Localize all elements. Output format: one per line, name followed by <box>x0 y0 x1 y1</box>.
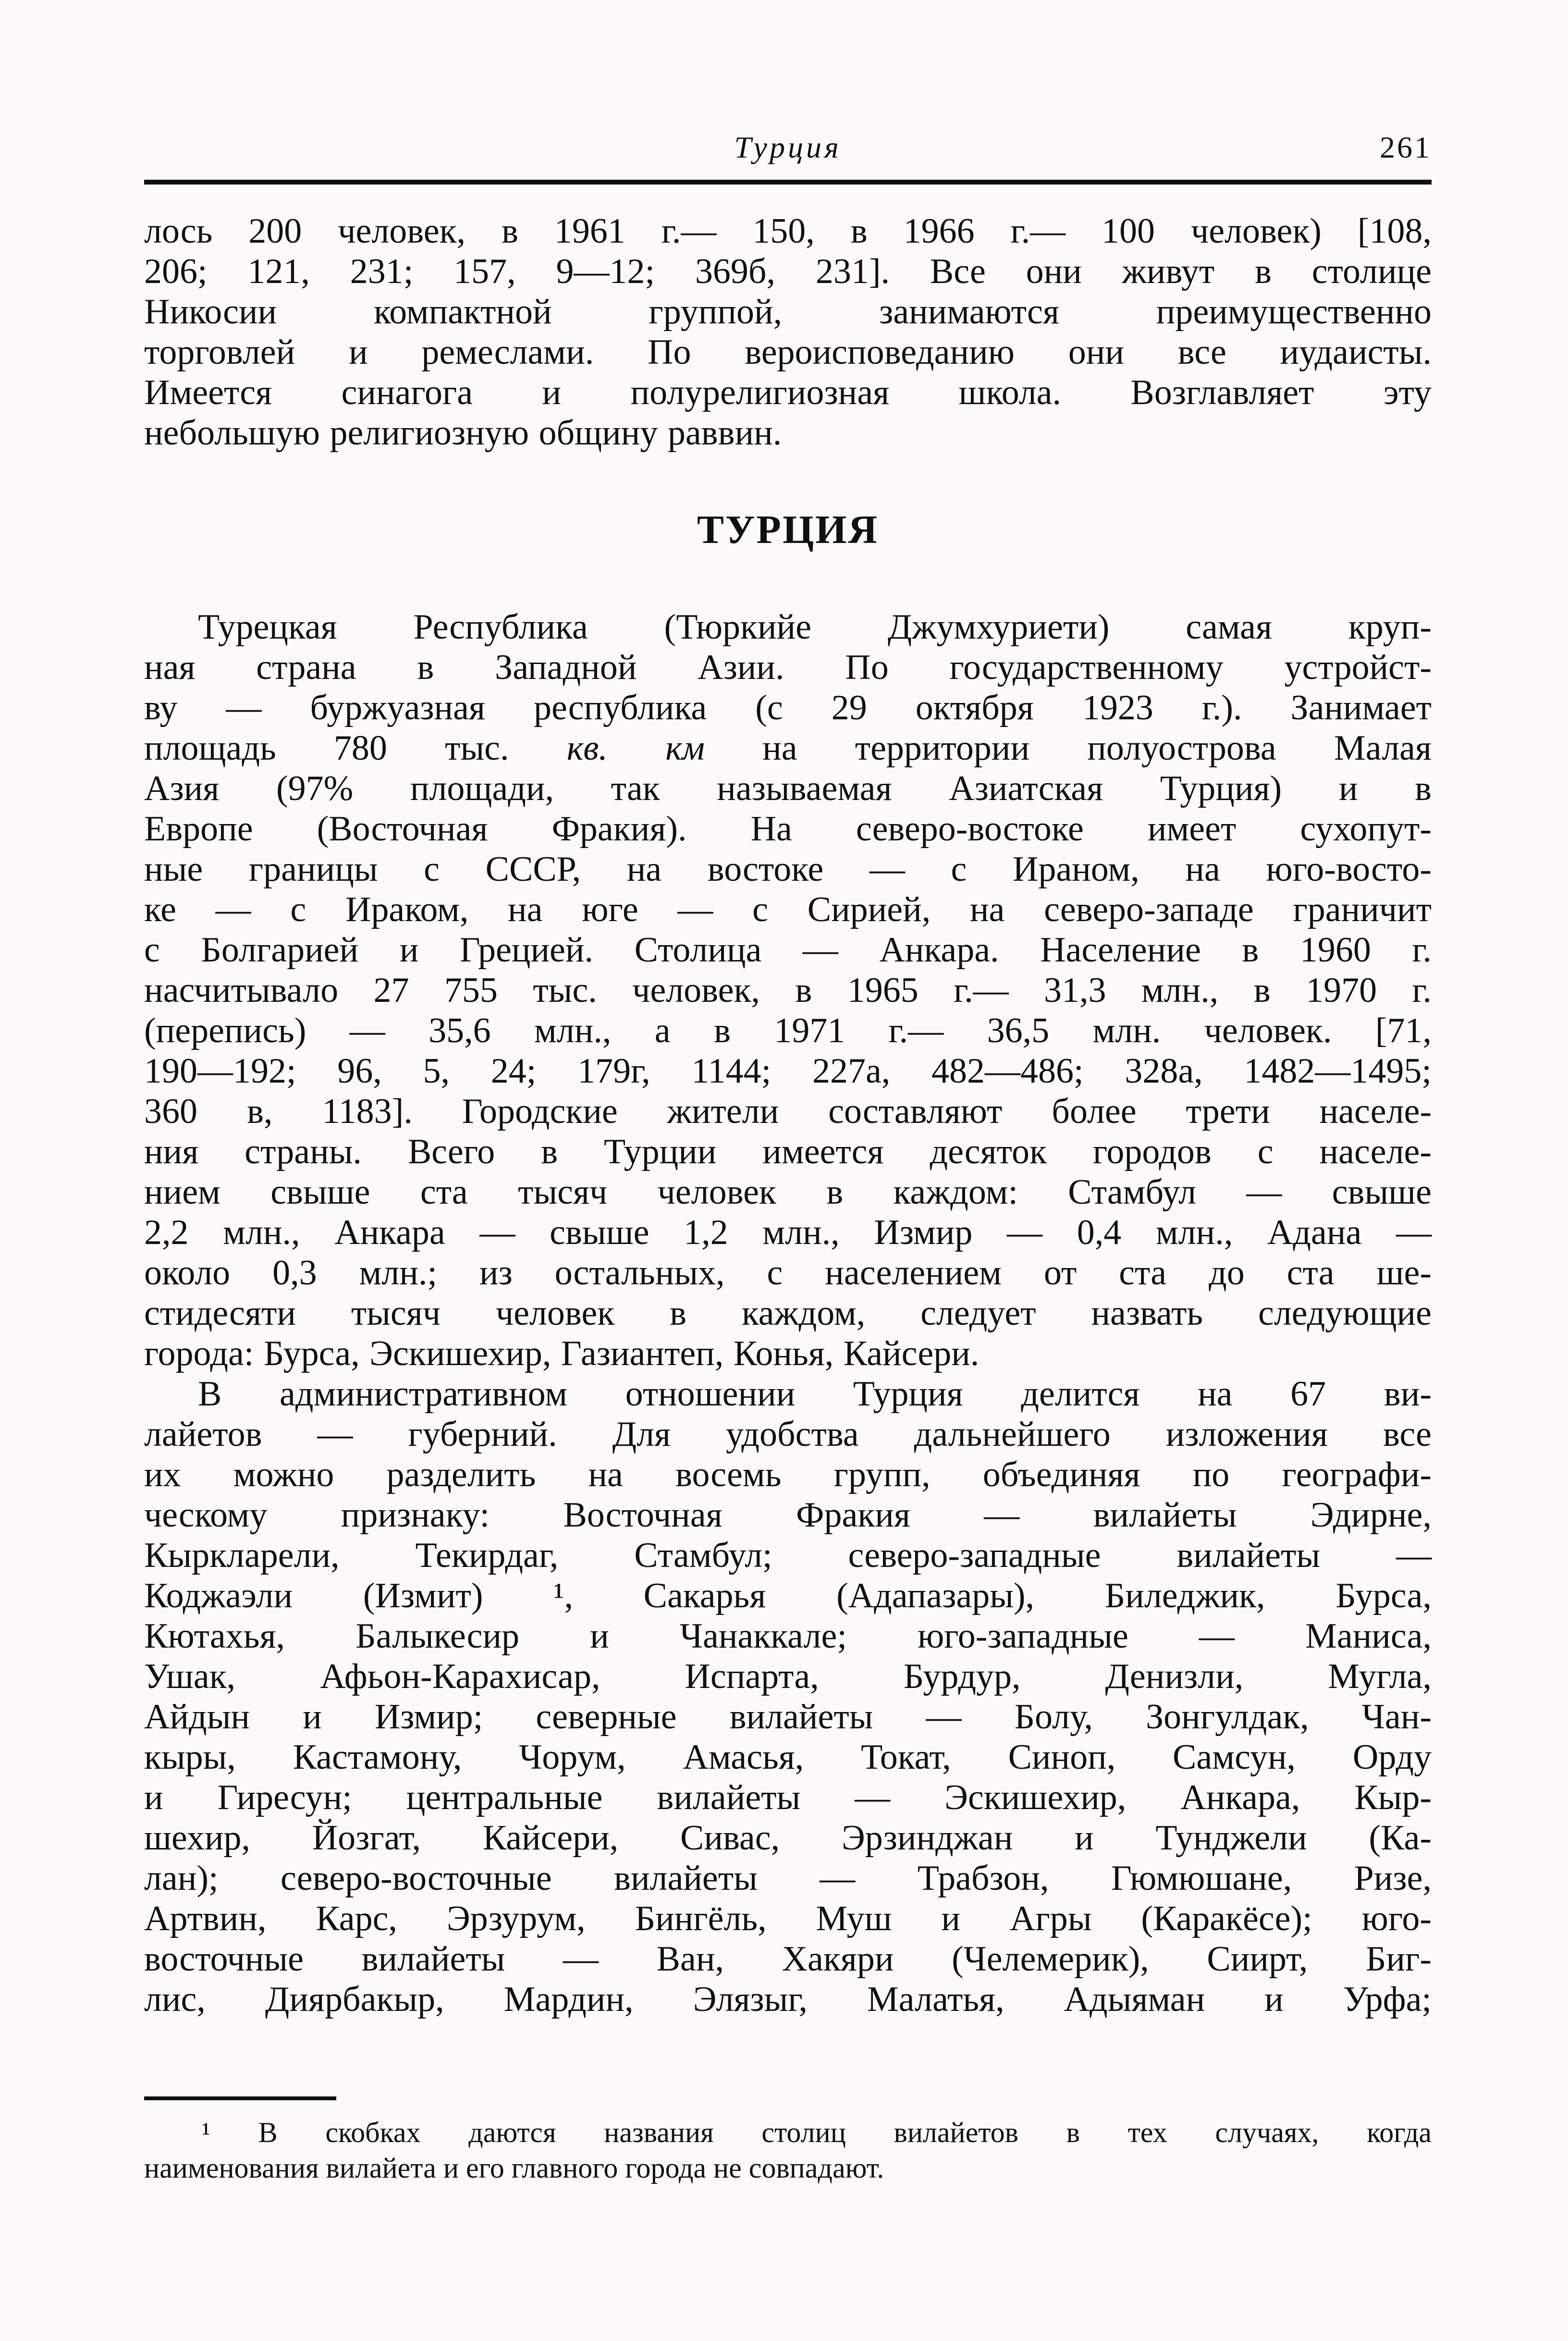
footnote-line: наименования вилайета и его главного города не совпадают. <box>144 2152 884 2184</box>
text-line: нием свыше ста тысяч человек в каждом: Стамбул — свыше <box>144 1172 1432 1212</box>
footnote-rule <box>144 2096 336 2100</box>
footnote-text <box>144 2115 1432 2186</box>
text-line: Турецкая Республика (Тюркийе Джумхуриети) самая круп- <box>198 607 1432 647</box>
text-line: их можно разделить на восемь групп, объединяя по географи- <box>144 1455 1432 1494</box>
text-line: Имеется синагога и полурелигиозная школа. Возглавляет эту <box>144 373 1432 412</box>
text-line: Ушак, Афьон-Карахисар, Испарта, Бурдур, Денизли, Мугла, <box>144 1657 1432 1696</box>
text-line: В административном отношении Турция делится на 67 ви- <box>198 1374 1432 1414</box>
text-line: Азия (97% площади, так называемая Азиатская Турция) и в <box>144 769 1432 808</box>
text-line: Европе (Восточная Фракия). На северо-востоке имеет сухопут- <box>144 809 1432 849</box>
text-line: ная страна в Западной Азии. По государственному устройст- <box>144 648 1432 687</box>
page-number: 261 <box>1380 130 1432 164</box>
text-line: торговлей и ремеслами. По вероисповеданию они все иудаисты. <box>144 333 1432 372</box>
paragraph-cyprus-continuation <box>144 211 1432 453</box>
footnote-block <box>144 2096 1432 2186</box>
text-line: 360 в, 1183]. Городские жители составляют более трети населе- <box>144 1092 1432 1131</box>
running-title: Турция <box>734 130 842 164</box>
text-line: восточные вилайеты — Ван, Хакяри (Челемерик), Сиирт, Биг- <box>144 1939 1432 1979</box>
footnote-line: ¹ В скобках даются названия столиц вилайетов в тех случаях, когда <box>202 2117 1432 2148</box>
text-line: ные границы с СССР, на востоке — с Ираном, на юго-восто- <box>144 850 1432 889</box>
running-head <box>144 130 1432 165</box>
text-line: Кютахья, Балыкесир и Чанаккале; юго-западные — Маниса, <box>144 1616 1432 1656</box>
text-line: Айдын и Измир; северные вилайеты — Болу, Зонгулдак, Чан- <box>144 1697 1432 1737</box>
text-line: ке — с Ираком, на юге — с Сирией, на северо-западе граничит <box>144 890 1432 929</box>
text-line: Коджаэли (Измит) ¹, Сакарья (Адапазары), Биледжик, Бурса, <box>144 1576 1432 1615</box>
text-line: ву — буржуазная республика (с 29 октября 1923 г.). Занимает <box>144 688 1432 727</box>
text-line: (перепись) — 35,6 млн., а в 1971 г.— 36,5 млн. человек. [71, <box>144 1011 1432 1050</box>
text-line: небольшую религиозную общину раввин. <box>144 413 782 453</box>
text-line: около 0,3 млн.; из остальных, с населением от ста до ста ше- <box>144 1253 1432 1293</box>
text-line: и Гиресун; центральные вилайеты — Эскишехир, Анкара, Кыр- <box>144 1778 1432 1817</box>
text-line: стидесяти тысяч человек в каждом, следует назвать следующие <box>144 1294 1432 1333</box>
text-line: шехир, Йозгат, Кайсери, Сивас, Эрзинджан и Тунджели (Ка- <box>144 1818 1432 1858</box>
text-line: Никосии компактной группой, занимаются преимущественно <box>144 292 1432 332</box>
paragraph-administrative-division <box>144 1374 1432 2020</box>
text-line: Кыркларели, Текирдаг, Стамбул; северо-западные вилайеты — <box>144 1536 1432 1575</box>
text-line <box>144 728 1432 768</box>
text-line: с Болгарией и Грецией. Столица — Анкара. Население в 1960 г. <box>144 930 1432 970</box>
text-segment: площадь 780 тыс. <box>144 728 567 768</box>
text-line: ния страны. Всего в Турции имеется десяток городов с населе- <box>144 1132 1432 1171</box>
header-rule <box>144 180 1432 185</box>
unit-sq-km-italic: кв. км <box>566 728 705 768</box>
paragraph-turkey-overview <box>144 607 1432 1374</box>
text-line: Артвин, Карс, Эрзурум, Бингёль, Муш и Агры (Каракёсе); юго- <box>144 1899 1432 1938</box>
text-line: лан); северо-восточные вилайеты — Трабзон, Гюмюшане, Ризе, <box>144 1859 1432 1898</box>
section-heading-turkey: ТУРЦИЯ <box>697 507 879 552</box>
text-line: лось 200 человек, в 1961 г.— 150, в 1966 г.— 100 человек) [108, <box>144 211 1432 251</box>
text-line: лис, Диярбакыр, Мардин, Элязыг, Малатья, Адыяман и Урфа; <box>144 1980 1432 2019</box>
text-segment: на территории полуострова Малая <box>704 728 1432 768</box>
text-line: города: Бурса, Эскишехир, Газиантеп, Конья, Кайсери. <box>144 1334 980 1373</box>
text-line: лайетов — губерний. Для удобства дальнейшего изложения все <box>144 1415 1432 1454</box>
text-line: 206; 121, 231; 157, 9—12; 369б, 231]. Все они живут в столице <box>144 252 1432 291</box>
text-line: 190—192; 96, 5, 24; 179г, 1144; 227а, 482—486; 328а, 1482—1495; <box>144 1051 1432 1091</box>
text-line: ческому признаку: Восточная Фракия — вилайеты Эдирне, <box>144 1495 1432 1535</box>
text-line: насчитывало 27 755 тыс. человек, в 1965 г.— 31,3 млн., в 1970 г. <box>144 971 1432 1010</box>
text-line: 2,2 млн., Анкара — свыше 1,2 млн., Измир — 0,4 млн., Адана — <box>144 1213 1432 1252</box>
text-line: кыры, Кастамону, Чорум, Амасья, Токат, Синоп, Самсун, Орду <box>144 1737 1432 1777</box>
